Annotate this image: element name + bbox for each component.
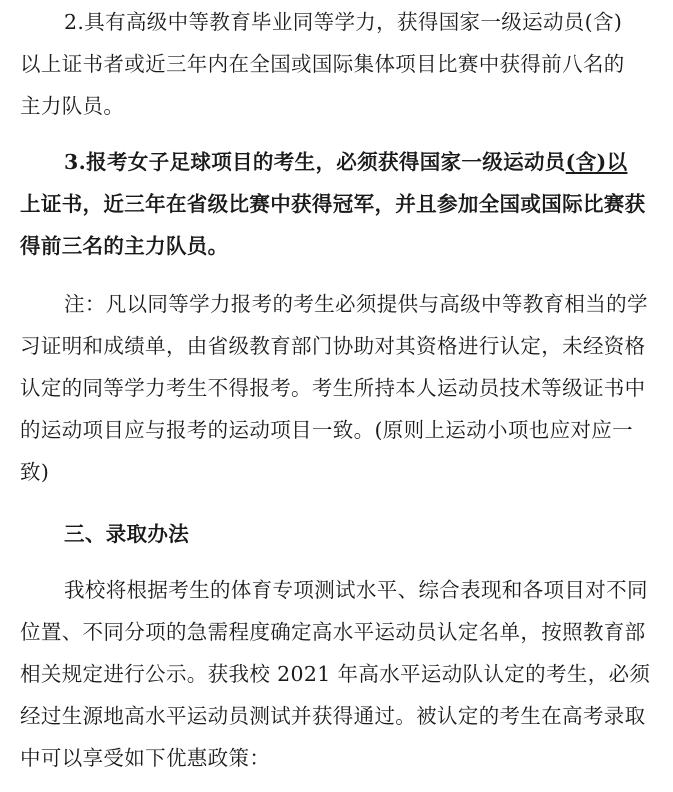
admission-line5: 中可以享受如下优惠政策： [20, 746, 271, 770]
note-line4: 的运动项目应与报考的运动项目一致。(原则上运动小项也应对应一 [20, 418, 633, 442]
note-line5: 致) [20, 460, 50, 484]
note-line3: 认定的同等学力考生不得报考。考生所持本人运动员技术等级证书中 [20, 376, 646, 400]
note-line2: 习证明和成绩单，由省级教育部门协助对其资格进行认定，未经资格 [20, 334, 646, 358]
item3-line1-prefix: 3.报考女子足球项目的考生，必须获得国家一级运动员 [64, 150, 566, 174]
admission-line3: 相关规定进行公示。获我校 2021 年高水平运动队认定的考生，必须 [20, 662, 651, 686]
note-line1: 注：凡以同等学力报考的考生必须提供与高级中等教育相当的学 [64, 292, 648, 316]
item2-line3: 主力队员。 [20, 94, 125, 118]
item2-line2: 以上证书者或近三年内在全国或国际集体项目比赛中获得前八名的 [20, 52, 625, 76]
admission-line2: 位置、不同分项的急需程度确定高水平运动员认定名单，按照教育部 [20, 620, 646, 644]
item2-line1: 2.具有高级中等教育毕业同等学力，获得国家一级运动员(含) [64, 10, 623, 34]
item3-line2: 上证书，近三年在省级比赛中获得冠军，并且参加全国或国际比赛获 [20, 192, 646, 216]
section3-heading: 三、录取办法 [64, 522, 190, 546]
item3-line3: 得前三名的主力队员。 [20, 234, 229, 258]
item3-line1-suffix: (含)以 [565, 150, 628, 174]
admission-line4: 经过生源地高水平运动员测试并获得通过。被认定的考生在高考录取 [20, 704, 646, 728]
item3-line1 [64, 148, 673, 176]
admission-line1: 我校将根据考生的体育专项测试水平、综合表现和各项目对不同 [64, 578, 648, 602]
